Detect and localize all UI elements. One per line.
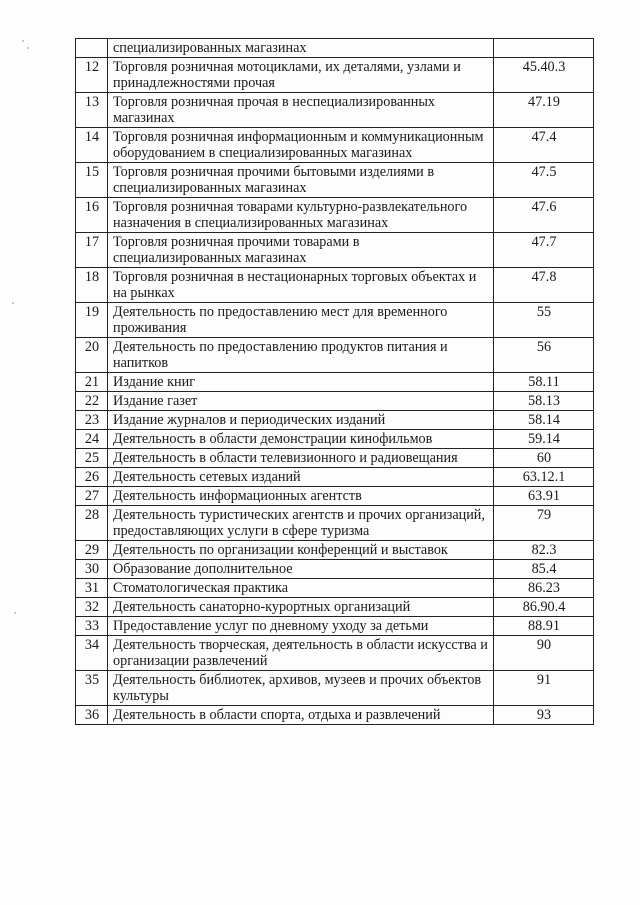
- activity-name: Деятельность по организации конференций и выставок: [108, 541, 494, 560]
- activity-name: Деятельность в области спорта, отдыха и развлечений: [108, 706, 494, 725]
- row-number: [76, 39, 108, 58]
- activity-name: Издание журналов и периодических изданий: [108, 411, 494, 430]
- table-row: [76, 39, 594, 58]
- table-row: [76, 373, 594, 392]
- row-number: 36: [76, 706, 108, 725]
- activity-name: Стоматологическая практика: [108, 579, 494, 598]
- activity-name: Деятельность библиотек, архивов, музеев и прочих объектов культуры: [108, 671, 494, 706]
- activity-code: 85.4: [494, 560, 594, 579]
- activity-code: 60: [494, 449, 594, 468]
- table-row: [76, 487, 594, 506]
- activity-name: Торговля розничная прочая в неспециализированных магазинах: [108, 93, 494, 128]
- activity-name: Деятельность санаторно-курортных организаций: [108, 598, 494, 617]
- activity-code: 79: [494, 506, 594, 541]
- activity-name: Деятельность в области демонстрации кинофильмов: [108, 430, 494, 449]
- row-number: 25: [76, 449, 108, 468]
- row-number: 26: [76, 468, 108, 487]
- activity-name: Торговля розничная мотоциклами, их деталями, узлами и принадлежностями прочая: [108, 58, 494, 93]
- row-number: 16: [76, 198, 108, 233]
- activity-code: 47.8: [494, 268, 594, 303]
- table-row: [76, 506, 594, 541]
- row-number: 13: [76, 93, 108, 128]
- activity-code: 58.14: [494, 411, 594, 430]
- activity-code: 47.5: [494, 163, 594, 198]
- activity-name: Торговля розничная товарами культурно-развлекательного назначения в специализированных магазинах: [108, 198, 494, 233]
- table-row: [76, 541, 594, 560]
- activity-name: Издание книг: [108, 373, 494, 392]
- row-number: 28: [76, 506, 108, 541]
- table-row: [76, 58, 594, 93]
- scan-speck: [14, 612, 16, 614]
- row-number: 14: [76, 128, 108, 163]
- table-row: [76, 128, 594, 163]
- activity-code: 56: [494, 338, 594, 373]
- activity-code: 82.3: [494, 541, 594, 560]
- scan-speck: [22, 40, 24, 42]
- activity-name: Деятельность по предоставлению мест для временного проживания: [108, 303, 494, 338]
- row-number: 18: [76, 268, 108, 303]
- table-row: [76, 93, 594, 128]
- activity-code: 86.23: [494, 579, 594, 598]
- activity-name: Деятельность по предоставлению продуктов питания и напитков: [108, 338, 494, 373]
- activity-code: 91: [494, 671, 594, 706]
- activity-name: Торговля розничная прочими бытовыми изделиями в специализированных магазинах: [108, 163, 494, 198]
- table-row: [76, 392, 594, 411]
- table-row: [76, 430, 594, 449]
- activity-code: 59.14: [494, 430, 594, 449]
- table-row: [76, 303, 594, 338]
- activity-name: Предоставление услуг по дневному уходу за детьми: [108, 617, 494, 636]
- scan-speck: [27, 47, 29, 49]
- row-number: 32: [76, 598, 108, 617]
- table-row: [76, 598, 594, 617]
- table-row: [76, 636, 594, 671]
- row-number: 30: [76, 560, 108, 579]
- table-row: [76, 198, 594, 233]
- activity-code: [494, 39, 594, 58]
- table-row: [76, 706, 594, 725]
- activity-code: 47.4: [494, 128, 594, 163]
- table-row: [76, 338, 594, 373]
- activity-name: Образование дополнительное: [108, 560, 494, 579]
- table-row: [76, 560, 594, 579]
- activity-name: специализированных магазинах: [108, 39, 494, 58]
- activity-code: 45.40.3: [494, 58, 594, 93]
- activity-name: Торговля розничная в нестационарных торговых объектах и на рынках: [108, 268, 494, 303]
- activity-code: 47.19: [494, 93, 594, 128]
- row-number: 20: [76, 338, 108, 373]
- row-number: 15: [76, 163, 108, 198]
- activity-code: 90: [494, 636, 594, 671]
- table-row: [76, 579, 594, 598]
- row-number: 34: [76, 636, 108, 671]
- row-number: 31: [76, 579, 108, 598]
- row-number: 33: [76, 617, 108, 636]
- table-row: [76, 233, 594, 268]
- table-row: [76, 671, 594, 706]
- row-number: 21: [76, 373, 108, 392]
- table-row: [76, 268, 594, 303]
- activity-name: Деятельность в области телевизионного и радиовещания: [108, 449, 494, 468]
- row-number: 24: [76, 430, 108, 449]
- table-row: [76, 468, 594, 487]
- activity-code: 55: [494, 303, 594, 338]
- activity-code: 58.13: [494, 392, 594, 411]
- row-number: 12: [76, 58, 108, 93]
- scan-speck: [12, 302, 14, 304]
- activity-code: 86.90.4: [494, 598, 594, 617]
- row-number: 23: [76, 411, 108, 430]
- row-number: 27: [76, 487, 108, 506]
- table-row: [76, 163, 594, 198]
- activity-codes-table: [75, 38, 594, 725]
- row-number: 35: [76, 671, 108, 706]
- activity-name: Деятельность сетевых изданий: [108, 468, 494, 487]
- activity-name: Деятельность туристических агентств и прочих организаций, предоставляющих услуги в сфере туризма: [108, 506, 494, 541]
- activity-name: Издание газет: [108, 392, 494, 411]
- row-number: 29: [76, 541, 108, 560]
- activity-code: 93: [494, 706, 594, 725]
- row-number: 19: [76, 303, 108, 338]
- table-body: [76, 39, 594, 725]
- activity-name: Деятельность творческая, деятельность в области искусства и организации развлечений: [108, 636, 494, 671]
- activity-code: 88.91: [494, 617, 594, 636]
- table-row: [76, 411, 594, 430]
- activity-code: 63.91: [494, 487, 594, 506]
- table-row: [76, 617, 594, 636]
- row-number: 17: [76, 233, 108, 268]
- activity-name: Торговля розничная информационным и коммуникационным оборудованием в специализированных магазинах: [108, 128, 494, 163]
- activity-name: Торговля розничная прочими товарами в специализированных магазинах: [108, 233, 494, 268]
- table-row: [76, 449, 594, 468]
- activity-name: Деятельность информационных агентств: [108, 487, 494, 506]
- activity-code: 47.7: [494, 233, 594, 268]
- activity-code: 63.12.1: [494, 468, 594, 487]
- activity-code: 47.6: [494, 198, 594, 233]
- activity-code: 58.11: [494, 373, 594, 392]
- row-number: 22: [76, 392, 108, 411]
